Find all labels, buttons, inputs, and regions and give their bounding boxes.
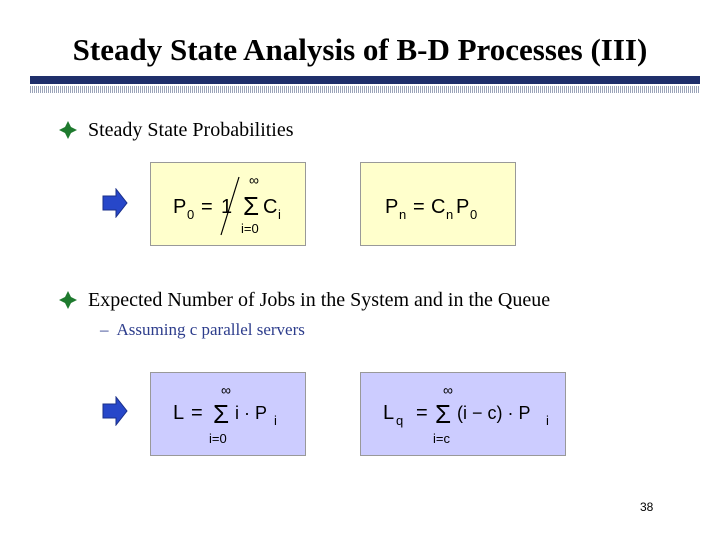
- formula-lq: [361, 373, 567, 457]
- svg-text:=: =: [413, 196, 425, 218]
- svg-text:∞: ∞: [443, 382, 453, 398]
- svg-text:i=c: i=c: [433, 431, 450, 446]
- formula-box-pn: [360, 162, 516, 246]
- sigma-symbol: Σ: [213, 399, 230, 429]
- svg-text:P: P: [385, 196, 399, 218]
- sub-bullet-text: Assuming c parallel servers: [116, 320, 305, 339]
- svg-text:P: P: [456, 196, 470, 218]
- formula-box-l: [150, 372, 306, 456]
- formula-box-p0: [150, 162, 306, 246]
- svg-text:n: n: [446, 207, 454, 222]
- bullet-expected-jobs: [58, 287, 550, 313]
- formula-box-lq: [360, 372, 566, 456]
- svg-text:L: L: [383, 402, 395, 424]
- svg-text:i=0: i=0: [209, 431, 227, 446]
- formula-l: [151, 373, 307, 457]
- svg-text:∞: ∞: [221, 382, 231, 398]
- right-arrow-icon: [102, 396, 128, 426]
- svg-text:i: i: [274, 413, 277, 428]
- bullet-steady-state: [58, 117, 294, 143]
- svg-text:i=0: i=0: [241, 221, 259, 236]
- svg-text:i: i: [278, 207, 281, 222]
- formula-p0: [151, 163, 307, 247]
- formula-pn: [361, 163, 517, 247]
- svg-text:1: 1: [221, 196, 233, 218]
- right-arrow-icon: [102, 188, 128, 218]
- sub-bullet-parallel-servers: [100, 320, 305, 340]
- bullet-text: Steady State Probabilities: [88, 118, 294, 141]
- svg-text:0: 0: [187, 207, 195, 222]
- bullet-text: Expected Number of Jobs in the System and in the Queue: [88, 288, 551, 311]
- svg-text:0: 0: [470, 207, 478, 222]
- sigma-symbol: Σ: [435, 399, 452, 429]
- svg-text:=: =: [201, 196, 213, 218]
- svg-text:(i − c) · P: (i − c) · P: [457, 403, 531, 423]
- svg-text:q: q: [396, 413, 404, 428]
- diamond-bullet-icon: [58, 290, 78, 310]
- title-underline: [30, 76, 700, 84]
- svg-text:=: =: [191, 402, 203, 424]
- sigma-symbol: Σ: [243, 191, 260, 221]
- svg-text:i: i: [546, 413, 549, 428]
- svg-text:i · P: i · P: [235, 403, 268, 423]
- svg-text:=: =: [416, 402, 428, 424]
- svg-text:n: n: [399, 207, 407, 222]
- svg-text:C: C: [263, 196, 278, 218]
- page-number: 38: [640, 500, 654, 514]
- dash-marker: –: [100, 320, 109, 339]
- svg-text:L: L: [173, 402, 185, 424]
- svg-text:∞: ∞: [249, 172, 259, 188]
- diamond-bullet-icon: [58, 120, 78, 140]
- title-hatched-band: [30, 86, 700, 93]
- svg-text:C: C: [431, 196, 446, 218]
- svg-text:P: P: [173, 196, 187, 218]
- slide-title: Steady State Analysis of B-D Processes (III): [72, 32, 648, 67]
